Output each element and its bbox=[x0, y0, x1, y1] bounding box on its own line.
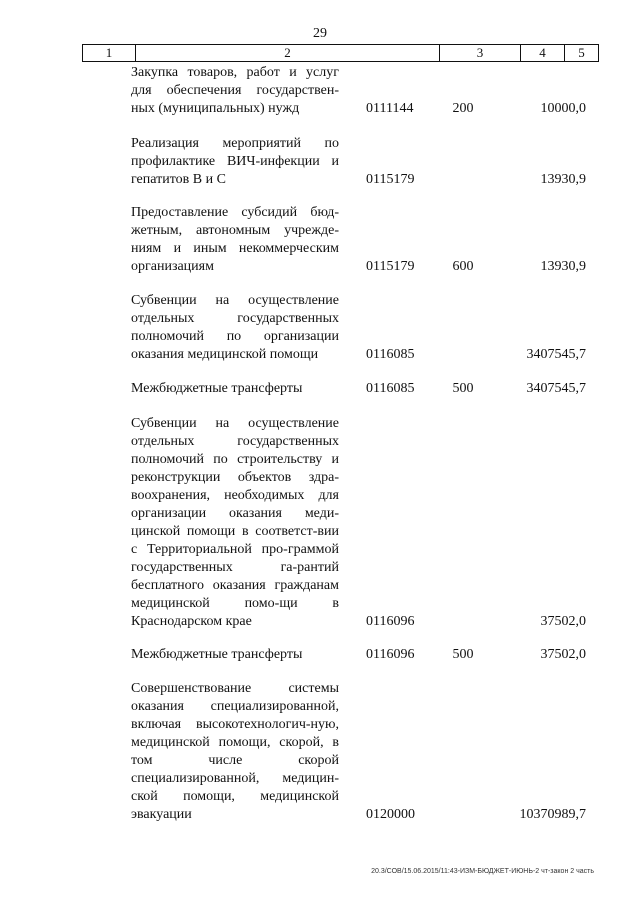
table-header bbox=[82, 44, 599, 62]
row-sum: 37502,0 bbox=[540, 614, 586, 629]
row-description: Субвенции на осуществление отдельных государственных полномочий по организации оказания медицинской помощи bbox=[131, 293, 339, 362]
row-sum: 3407545,7 bbox=[526, 381, 586, 396]
row-sum: 3407545,7 bbox=[526, 347, 586, 362]
row-expense-type: 600 bbox=[452, 259, 474, 274]
row-code: 0116096 bbox=[366, 647, 415, 662]
row-description: Совершенствование системы оказания специализированной, включая высокотехнологич-ную, медицинской помощи, скорой, в том числе скорой специализированной, медицин-ской помощи, медицинской эвакуации bbox=[131, 681, 339, 822]
row-code: 0120000 bbox=[366, 807, 415, 822]
row-code: 0116085 bbox=[366, 381, 415, 396]
row-sum: 10000,0 bbox=[540, 101, 586, 116]
document-footer: 20.3/СОВ/15.06.2015/11:43-ИЗМ-БЮДЖЕТ-ИЮНЬ-2 чт-закон 2 часть bbox=[371, 868, 594, 875]
row-description: Закупка товаров, работ и услуг для обеспечения государствен-ных (муниципальных) нужд bbox=[131, 65, 339, 116]
column-header-3: 3 bbox=[440, 45, 521, 61]
row-code: 0115179 bbox=[366, 259, 415, 274]
row-expense-type: 500 bbox=[452, 381, 474, 396]
row-sum: 13930,9 bbox=[540, 172, 586, 187]
row-code: 0115179 bbox=[366, 172, 415, 187]
column-header-2: 2 bbox=[136, 45, 440, 61]
row-expense-type: 500 bbox=[452, 647, 474, 662]
row-expense-type: 200 bbox=[452, 101, 474, 116]
row-sum: 13930,9 bbox=[540, 259, 586, 274]
row-code: 0111144 bbox=[366, 101, 414, 116]
row-sum: 37502,0 bbox=[540, 647, 586, 662]
column-header-1: 1 bbox=[83, 45, 136, 61]
row-description: Субвенции на осуществление отдельных государственных полномочий по строительству и реконструкции объектов здра-воохранения, необходимых для организации оказания меди-цинской помощи в соответст-вии с Территориальной про-граммой государственных га-рантий бесплатного оказания гражданам медицинской помо-щи в Краснодарском крае bbox=[131, 416, 339, 629]
row-description: Межбюджетные трансферты bbox=[131, 647, 303, 662]
row-description: Предоставление субсидий бюд-жетным, автономным учрежде-ниям и иным некоммерческим организациям bbox=[131, 205, 339, 274]
row-description: Межбюджетные трансферты bbox=[131, 381, 303, 396]
row-code: 0116085 bbox=[366, 347, 415, 362]
column-header-4: 4 bbox=[521, 45, 565, 61]
row-sum: 10370989,7 bbox=[519, 807, 586, 822]
page-number: 29 bbox=[313, 26, 327, 41]
column-header-5: 5 bbox=[578, 45, 585, 60]
row-code: 0116096 bbox=[366, 614, 415, 629]
row-description: Реализация мероприятий по профилактике ВИЧ-инфекции и гепатитов В и С bbox=[131, 136, 339, 187]
